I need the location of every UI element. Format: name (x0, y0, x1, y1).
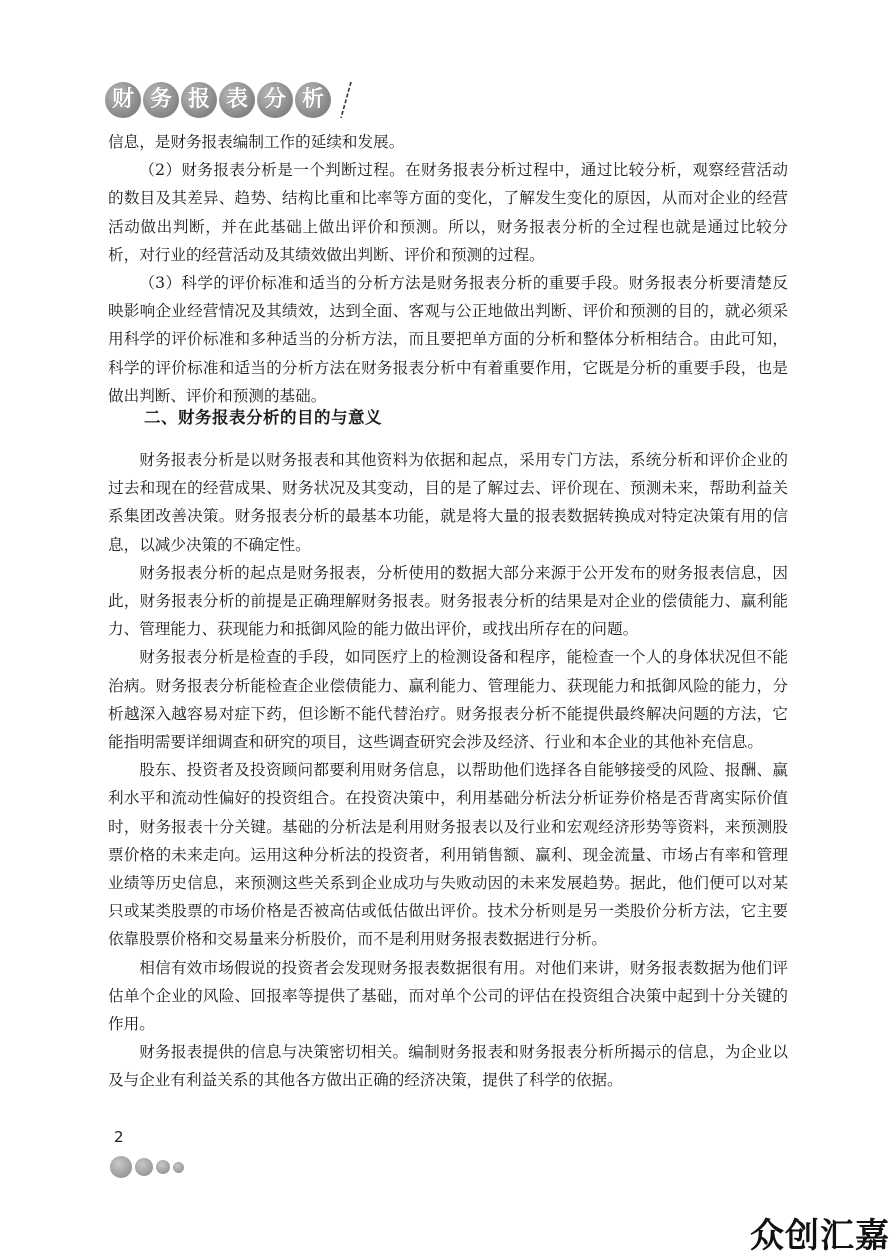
footer-dot (135, 1158, 153, 1176)
header-char: 务 (143, 82, 179, 118)
header-char: 财 (105, 82, 141, 118)
header-slash-ornament (339, 80, 353, 120)
running-header (105, 78, 353, 122)
page-number: 2 (114, 1128, 124, 1146)
header-char: 分 (257, 82, 293, 118)
watermark-text: 众创汇嘉 (750, 1216, 890, 1256)
paragraph: 财务报表提供的信息与决策密切相关。编制财务报表和财务报表分析所揭示的信息，为企业以及与企业有利益关系的其他各方做出正确的经济决策，提供了科学的依据。 (108, 1043, 788, 1090)
paragraph: （2）财务报表分析是一个判断过程。在财务报表分析过程中，通过比较分析，观察经营活动的数目及其差异、趋势、结构比重和比率等方面的变化，了解发生变化的原因，从而对企业的经营活动做出判断，并在此基础上做出评价和预测。所以，财务报表分析的全过程也就是通过比较分析，对行业的经营活动及其绩效做出判断、评价和预测的过程。 (108, 161, 788, 264)
paragraph: 股东、投资者及投资顾问都要利用财务信息，以帮助他们选择各自能够接受的风险、报酬、赢利水平和流动性偏好的投资组合。在投资决策中，利用基础分析法分析证券价格是否背离实际价值时，财务报表十分关键。基础的分析法是利用财务报表以及行业和宏观经济形势等资料，来预测股票价格的未来走向。运用这种分析法的投资者，利用销售额、赢利、现金流量、市场占有率和管理业绩等历史信息，来预测这些关系到企业成功与失败动因的未来发展趋势。据此，他们便可以对某只或某类股票的市场价格是否被高估或低估做出评价。技术分析则是另一类股价分析方法，它主要依靠股票价格和交易量来分析股价，而不是利用财务报表数据进行分析。 (108, 761, 788, 949)
footer-dots-ornament (110, 1156, 187, 1178)
header-char: 析 (295, 82, 331, 118)
body-text-main (108, 446, 788, 1095)
section-heading: 二、财务报表分析的目的与意义 (144, 408, 382, 427)
paragraph: 财务报表分析是以财务报表和其他资料为依据和起点，采用专门方法，系统分析和评价企业的过去和现在的经营成果、财务状况及其变动，目的是了解过去、评价现在、预测未来，帮助利益关系集团改善决策。财务报表分析的最基本功能，就是将大量的报表数据转换成对特定决策有用的信息，以减少决策的不确定性。 (108, 451, 788, 554)
paragraph: 财务报表分析的起点是财务报表，分析使用的数据大部分来源于公开发布的财务报表信息，因此，财务报表分析的前提是正确理解财务报表。财务报表分析的结果是对企业的偿债能力、赢利能力、管理能力、获现能力和抵御风险的能力做出评价，或找出所存在的问题。 (108, 563, 788, 639)
header-char: 报 (181, 82, 217, 118)
header-char: 表 (219, 82, 255, 118)
paragraph: 财务报表分析是检查的手段，如同医疗上的检测设备和程序，能检查一个人的身体状况但不能治病。财务报表分析能检查企业偿债能力、赢利能力、管理能力、获现能力和抵御风险的能力，分析越深入越容易对症下药，但诊断不能代替治疗。财务报表分析不能提供最终解决问题的方法，它能指明需要详细调查和研究的项目，这些调查研究会涉及经济、行业和本企业的其他补充信息。 (108, 648, 788, 752)
footer-dot (110, 1156, 132, 1178)
body-text-top (108, 128, 788, 410)
paragraph: （3）科学的评价标准和适当的分析方法是财务报表分析的重要手段。财务报表分析要清楚反映影响企业经营情况及其绩效，达到全面、客观与公正地做出判断、评价和预测的目的，就必须采用科学的评价标准和多种适当的分析方法，而且要把单方面的分析和整体分析相结合。由此可知，科学的评价标准和适当的分析方法在财务报表分析中有着重要作用，它既是分析的重要手段，也是做出判断、评价和预测的基础。 (108, 274, 788, 405)
header-title (105, 82, 333, 118)
paragraph: 信息，是财务报表编制工作的延续和发展。 (108, 133, 405, 151)
footer-dot (156, 1160, 170, 1174)
paragraph: 相信有效市场假说的投资者会发现财务报表数据很有用。对他们来讲，财务报表数据为他们评估单个企业的风险、回报率等提供了基础，而对单个公司的评估在投资组合决策中起到十分关键的作用。 (108, 958, 788, 1034)
footer-dot (173, 1162, 184, 1173)
